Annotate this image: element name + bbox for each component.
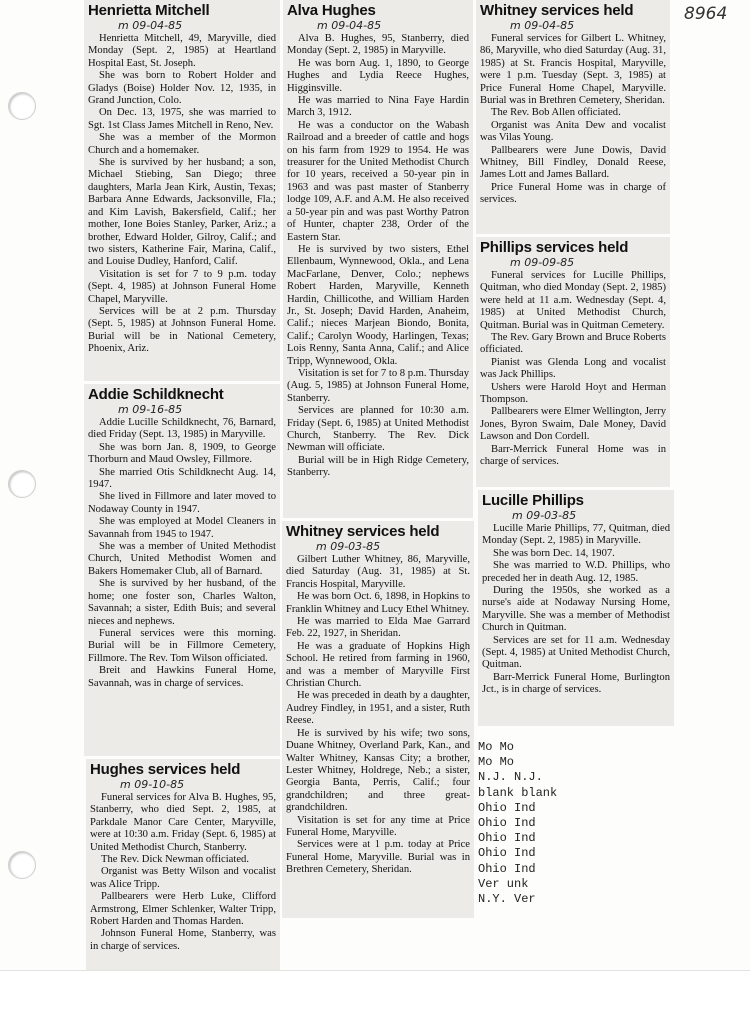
obituary-paragraph: She lived in Fillmore and later moved to Nodaway County in 1947. [88, 491, 276, 515]
clipping-headline: Whitney services held [480, 2, 634, 19]
clipping-alva-hughes [283, 0, 473, 518]
obituary-paragraph: She was employed at Model Cleaners in Savannah from 1945 to 1947. [88, 516, 276, 540]
obituary-paragraph: Funeral services for Lucille Phillips, Quitman, who died Monday (Sept. 2, 1985) were held at 11 a.m. Wednesday (Sept. 4, 1985) at United Methodist Church, Quitman. Burial was in Quitman Cemetery. [480, 270, 666, 331]
punch-hole [8, 851, 36, 879]
obituary-paragraph: He was preceded in death by a daughter, Audrey Findley, in 1951, and a sister, Ruth Reese. [286, 690, 470, 727]
obituary-paragraph: She married Otis Schildknecht Aug. 14, 1947. [88, 466, 276, 491]
obituary-paragraph: Addie Lucille Schildknecht, 76, Barnard, died Friday (Sept. 13, 1985) in Maryville. [88, 417, 276, 441]
handwritten-date: m 09-03-85 [512, 509, 577, 522]
obituary-paragraph: Visitation is set for 7 to 8 p.m. Thursday (Aug. 5, 1985) at Johnson Funeral Home, Stanberry. [287, 367, 470, 404]
clipping-headline: Henrietta Mitchell [88, 2, 210, 19]
index-line: Ohio Ind [478, 861, 536, 876]
obituary-paragraph: Price Funeral Home was in charge of services. [480, 181, 666, 206]
handwritten-date: m 09-10-85 [120, 778, 185, 791]
clipping-whitney-obituary [282, 521, 474, 918]
obituary-paragraph: He is survived by his wife; two sons, Duane Whitney, Overland Park, Kan., and Walter Whitney, Kansas City; a brother, Lester Whitney, Holdrege, Neb.; a sister, Georgia Banta, Perris, Calif.; four grandchildren; and three great-grandchildren. [286, 727, 470, 814]
index-line: Ohio Ind [478, 846, 536, 861]
obituary-paragraph: Services are set for 11 a.m. Wednesday (Sept. 4, 1985) at United Methodist Church, Quitman. [482, 634, 670, 671]
index-line: Mo Mo [478, 755, 515, 770]
obituary-paragraph: He was born Aug. 1, 1890, to George Hughes and Lydia Reece Hughes, Higginsville. [287, 57, 469, 94]
index-column [478, 740, 598, 907]
obituary-paragraph: Services were at 1 p.m. today at Price Funeral Home, Maryville. Burial was in Brethren Cemetery, Sheridan. [286, 839, 470, 876]
obituary-paragraph: Lucille Marie Phillips, 77, Quitman, died Monday (Sept. 2, 1985) in Maryville. [482, 523, 670, 547]
obituary-paragraph: She was married to W.D. Phillips, who preceded her in death Aug. 12, 1985. [482, 560, 670, 584]
handwritten-date: m 09-04-85 [118, 19, 183, 32]
obituary-paragraph: Ushers were Harold Hoyt and Herman Thompson. [480, 381, 666, 406]
obituary-paragraph: Funeral services for Gilbert L. Whitney, 86, Maryville, who died Saturday (Aug. 31, 1985) at St. Francis Hospital, Maryville, were 1 p.m. Tuesday (Sept. 3, 1985) at Price Funeral Home Chapel, Maryville. Burial was in Brethren Cemetery, Sheridan. [480, 33, 666, 107]
obituary-paragraph: She is survived by her husband, of the home; one foster son, Charles Walton, Savannah; a sister, Edith Buis; and several nieces and nephews. [88, 578, 276, 627]
clipping-lucille-phillips [478, 490, 674, 726]
obituary-paragraph: Pallbearers were June Dowis, David Whitney, Bill Findley, Donald Reese, James Lott and James Ballard. [480, 144, 666, 181]
clipping-headline: Hughes services held [90, 761, 241, 778]
obituary-paragraph: The Rev. Gary Brown and Bruce Roberts officiated. [480, 332, 666, 356]
index-line: N.J. N.J. [478, 770, 543, 785]
obituary-paragraph: Henrietta Mitchell, 49, Maryville, died Monday (Sept. 2, 1985) at Heartland Hospital East, St. Joseph. [88, 33, 276, 69]
page-number: 8964 [684, 4, 728, 24]
clipping-headline: Addie Schildknecht [88, 386, 224, 403]
obituary-paragraph: On Dec. 13, 1975, she was married to Sgt. 1st Class James Mitchell in Reno, Nev. [88, 107, 276, 131]
clipping-phillips-services [476, 237, 670, 487]
obituary-paragraph: He is survived by two sisters, Ethel Ellenbaum, Wynnewood, Okla., and Lena MacFarlane, Denver, Colo.; nephews Robert Harden, Maryville, Kenneth Hardin, Chillicothe, and William Harden Jr., St. Joseph; David Harden, Anaheim, Calif.; nieces Marjean Biondo, Bonita, Calif.; Carolyn Woody, Harlingen, Texas; Lois Renny, Santa Anna, Calif.; and Alice Tripp, Wynnewood, Okla. [287, 243, 469, 367]
index-line: N.Y. Ver [478, 892, 536, 907]
clipping-addie-schildknecht [84, 384, 280, 756]
obituary-paragraph: She was born Jan. 8, 1909, to George Thorburn and Maud Owsley, Fillmore. [88, 441, 276, 466]
punch-hole [8, 470, 36, 498]
index-line: Ohio Ind [478, 831, 536, 846]
handwritten-date: m 09-09-85 [510, 256, 575, 269]
obituary-paragraph: Pallbearers were Herb Luke, Clifford Armstrong, Elmer Schlenker, Walter Tripp, Robert Harden and Thomas Harden. [90, 891, 276, 928]
obituary-paragraph: During the 1950s, she worked as a nurse's aide at Nodaway Nursing Home, Maryville. She was a member of Methodist Church in Quitman. [482, 585, 670, 634]
clipping-headline: Alva Hughes [287, 2, 376, 19]
clipping-headline: Whitney services held [286, 523, 440, 540]
obituary-paragraph: Alva B. Hughes, 95, Stanberry, died Monday (Sept. 2, 1985) in Maryville. [287, 33, 469, 57]
obituary-paragraph: She was a member of the Mormon Church and a homemaker. [88, 132, 276, 156]
obituary-paragraph: Visitation is set for 7 to 9 p.m. today (Sept. 4, 1985) at Johnson Funeral Home Chapel, Maryville. [88, 268, 276, 305]
obituary-paragraph: He was married to Nina Faye Hardin March 3, 1912. [287, 95, 469, 119]
obituary-paragraph: Pallbearers were Elmer Wellington, Jerry Jones, Byron Swaim, Dale Money, David Lawson and Don Cordell. [480, 406, 666, 443]
obituary-paragraph: Burial will be in High Ridge Cemetery, Stanberry. [287, 454, 469, 479]
index-line: Ohio Ind [478, 800, 536, 815]
obituary-paragraph: Services are planned for 10:30 a.m. Friday (Sept. 6, 1985) at United Methodist Church, Stanberry. The Rev. Dick Newman will officiate. [287, 405, 469, 454]
obituary-paragraph: Breit and Hawkins Funeral Home, Savannah, was in charge of services. [88, 665, 276, 689]
obituary-paragraph: The Rev. Dick Newman officiated. [101, 854, 249, 866]
obituary-paragraph: Pianist was Glenda Long and vocalist was Jack Phillips. [480, 356, 666, 381]
obituary-paragraph: She was born to Robert Holder and Gladys (Boise) Holder Nov. 12, 1935, in Grand Junction, Colo. [88, 70, 276, 107]
obituary-paragraph: Johnson Funeral Home, Stanberry, was in charge of services. [90, 928, 276, 952]
obituary-paragraph: She was a member of United Methodist Church, United Methodist Women and Bakers Homemaker Club, all of Barnard. [88, 541, 276, 577]
obituary-paragraph: She is survived by her husband; a son, Michael Stiebing, San Diego; three daughters, Marla Jean Kirk, Austin, Texas; Barbara Anne Edwards, Jacksonville, Fla.; and Kim Lavish, Bakersfield, Calif.; her mother, Ione Boies Stanley, Parker, Ariz.; a brother, Edward Holder, Gilroy, Calif.; and two sisters, Katherine Fair, Marina, Calif., and Louise Dudley, Hanford, Calif. [88, 157, 276, 268]
obituary-paragraph: He was a conductor on the Wabash Railroad and a breeder of cattle and hogs on his farm from 1929 to 1954. He was treasurer for the United Methodist Church for 10 years, received a 50-year pin in 1963 and was past master of Stanberry lodge 109, A.F. and A.M. He also received a 50-year pin and was past Worthy Patron of Hunter, chapter 238, Order of the Eastern Star. [287, 119, 469, 243]
obituary-paragraph: He was born Oct. 6, 1898, in Hopkins to Franklin Whitney and Lucy Ethel Whitney. [286, 591, 470, 615]
handwritten-date: m 09-03-85 [316, 540, 381, 553]
obituary-paragraph: Funeral services were this morning. Burial will be in Fillmore Cemetery, Fillmore. The Rev. Tom Wilson officiated. [88, 627, 276, 664]
handwritten-date: m 09-04-85 [510, 19, 575, 32]
index-line: blank blank [478, 785, 558, 800]
index-line: Ohio Ind [478, 816, 536, 831]
obituary-paragraph: Barr-Merrick Funeral Home was in charge of services. [480, 443, 666, 468]
clipping-whitney-services [476, 0, 670, 234]
obituary-paragraph: Barr-Merrick Funeral Home, Burlington Jct., is in charge of services. [482, 671, 670, 696]
obituary-paragraph: Gilbert Luther Whitney, 86, Maryville, died Saturday (Aug. 31, 1985) at St. Francis Hospital, Maryville. [286, 554, 470, 590]
obituary-paragraph: He was a graduate of Hopkins High School. He retired from farming in 1960, and was a member of Maryville First Christian Church. [286, 640, 470, 690]
obituary-paragraph: Funeral services for Alva B. Hughes, 95, Stanberry, who died Sept. 2, 1985, at Parkdale Manor Care Center, Maryville, were at 10:30 a.m. Friday (Sept. 6, 1985) at United Methodist Church, Stanberry. [90, 792, 276, 853]
index-line: Ver unk [478, 876, 529, 891]
obituary-paragraph: She was born Dec. 14, 1907. [493, 547, 615, 559]
clipping-headline: Lucille Phillips [482, 492, 584, 509]
obituary-paragraph: Services will be at 2 p.m. Thursday (Sept. 5, 1985) at Johnson Funeral Home. Burial will be in National Cemetery, Phoenix, Ariz. [88, 305, 276, 355]
punch-hole [8, 92, 36, 120]
obituary-paragraph: The Rev. Bob Allen officiated. [491, 107, 621, 119]
handwritten-date: m 09-16-85 [118, 403, 183, 416]
index-line: Mo Mo [478, 740, 515, 754]
clipping-henrietta-mitchell [84, 0, 280, 381]
page-bottom-margin [0, 970, 750, 1034]
clipping-hughes-services [86, 759, 280, 970]
obituary-paragraph: Visitation is set for any time at Price Funeral Home, Maryville. [286, 814, 470, 838]
obituary-paragraph: He was married to Elda Mae Garrard Feb. 22, 1927, in Sheridan. [286, 616, 470, 640]
clipping-headline: Phillips services held [480, 239, 629, 256]
obituary-paragraph: Organist was Betty Wilson and vocalist was Alice Tripp. [90, 866, 276, 890]
handwritten-date: m 09-04-85 [317, 19, 382, 32]
obituary-paragraph: Organist was Anita Dew and vocalist was Vilas Young. [480, 119, 666, 144]
